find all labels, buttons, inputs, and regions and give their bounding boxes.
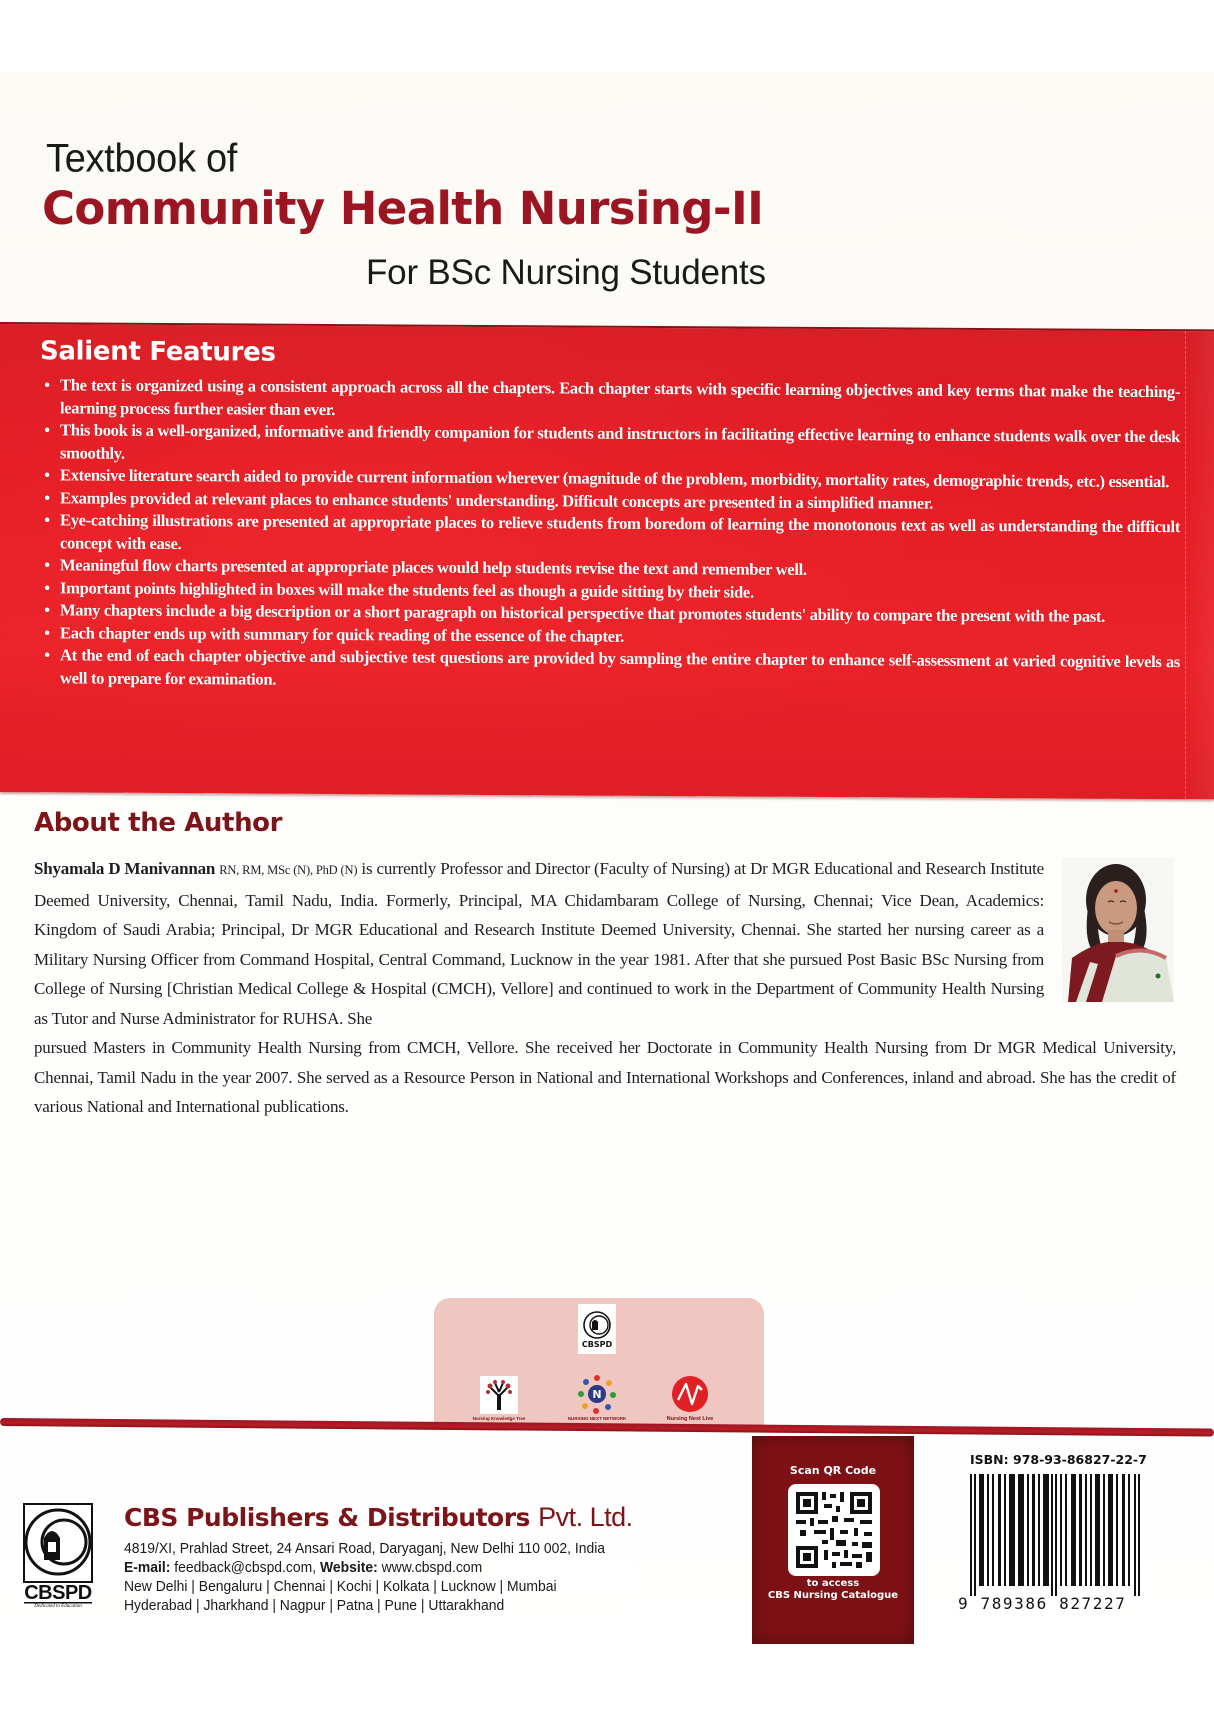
book-subtitle: For BSc Nursing Students bbox=[366, 253, 766, 292]
feature-item: • At the end of each chapter objective and subjective test questions are provided by sampling the entire chapter to enhance self-assessment at varied cognitive levels as well to prepare for examination. bbox=[40, 644, 1180, 696]
svg-text:N: N bbox=[592, 1388, 602, 1401]
feature-item: • Each chapter ends up with summary for quick reading of the essence of the chapter. bbox=[40, 622, 1180, 651]
cbspd-small-logo bbox=[578, 1304, 616, 1354]
tree-logo bbox=[480, 1376, 518, 1414]
author-portrait-icon bbox=[1062, 858, 1174, 1002]
cbspd-logo-label: CBSPD bbox=[24, 1582, 92, 1604]
publisher-email-link: feedback@cbspd.com, bbox=[174, 1560, 317, 1576]
qr-code bbox=[788, 1484, 880, 1576]
spine-fold-edge bbox=[1185, 331, 1214, 799]
publisher-website-link: www.cbspd.com bbox=[381, 1560, 483, 1576]
pulse-circle-icon bbox=[670, 1374, 710, 1414]
bullet-icon: • bbox=[44, 465, 50, 485]
barcode-icon bbox=[968, 1474, 1144, 1596]
network-ring-icon bbox=[577, 1374, 617, 1414]
tree-logo-caption: Nursing Knowledge Tree bbox=[472, 1416, 526, 1421]
cbspd-logo-tagline: Dedicated to Education bbox=[34, 1604, 82, 1609]
feature-item: • Meaningful flow charts presented at appropriate places would help students revise the text and remember well. bbox=[40, 554, 1180, 583]
nursing-next-network-logo bbox=[574, 1374, 620, 1414]
book-title: Community Health Nursing-II bbox=[42, 182, 764, 235]
publisher-cities-2: Hyderabad | Jharkhand | Nagpur | Patna | Pune | Uttarakhand bbox=[124, 1598, 505, 1614]
cbspd-emblem-icon bbox=[582, 1310, 612, 1340]
author-bio bbox=[34, 854, 1176, 1122]
author-name: Shyamala D Manivannan bbox=[34, 859, 216, 878]
barcode-digits: 9 789386 827227 bbox=[958, 1594, 1127, 1613]
qr-code-icon bbox=[788, 1484, 880, 1576]
bullet-icon: • bbox=[44, 577, 50, 597]
bullet-icon: • bbox=[44, 622, 50, 642]
author-photo bbox=[1062, 858, 1174, 1002]
qr-code-panel bbox=[752, 1436, 914, 1644]
network-logo-caption: NURSING NEXT NETWORK bbox=[567, 1416, 627, 1421]
publisher-cities-1: New Delhi | Bengaluru | Chennai | Kochi | Kolkata | Lucknow | Mumbai bbox=[124, 1579, 557, 1595]
bullet-icon: • bbox=[44, 487, 50, 507]
feature-item: • Many chapters include a big description or a short paragraph on historical perspective that promotes students' ability to compare the present with the past. bbox=[40, 599, 1180, 628]
feature-item: • The text is organized using a consistent approach across all the chapters. Each chapter starts with specific learning objectives and key terms that make the teaching-learning process further easier than ever. bbox=[40, 374, 1180, 426]
publisher-email-website: E-mail: feedback@cbspd.com, Website: www.cbspd.com bbox=[124, 1560, 483, 1576]
bullet-icon: • bbox=[44, 510, 50, 530]
cbspd-logo bbox=[22, 1502, 94, 1614]
publisher-contact bbox=[124, 1540, 605, 1616]
about-author-heading: About the Author bbox=[34, 808, 283, 838]
salient-features-heading: Salient Features bbox=[40, 336, 276, 368]
cbspd-small-logo-label: CBSPD bbox=[581, 1339, 613, 1349]
bullet-icon: • bbox=[44, 600, 50, 620]
publisher-name: CBS Publishers & Distributors Pvt. Ltd. bbox=[124, 1502, 633, 1532]
barcode bbox=[968, 1474, 1144, 1596]
bullet-icon: • bbox=[44, 555, 50, 575]
isbn-label: ISBN: 978-93-86827-22-7 bbox=[970, 1452, 1147, 1467]
feature-item: • Important points highlighted in boxes will make the students feel as though a guide sitting by their side. bbox=[40, 577, 1180, 606]
qr-caption: to access CBS Nursing Catalogue bbox=[767, 1578, 899, 1601]
feature-item: • Eye-catching illustrations are presented at appropriate places to relieve students from boredom of learning the monotonous text as well as understanding the difficult concept with ease. bbox=[40, 509, 1180, 561]
live-logo-caption: Nursing Next Live bbox=[666, 1416, 714, 1422]
title-prefix: Textbook of bbox=[46, 136, 238, 182]
bullet-icon: • bbox=[44, 375, 50, 395]
qr-title: Scan QR Code bbox=[789, 1464, 877, 1477]
salient-features-list bbox=[40, 374, 1180, 696]
author-bio-paragraph-1: Shyamala D Manivannan RN, RM, MSc (N), PhD (N) is currently Professor and Director (Faculty of Nursing) at Dr MGR Educational and Research Institute Deemed University, Chennai, Tamil Nadu, India. Formerly, Principal, MA Chidambaram College of Nursing, Chennai; Vice Dean, Academics: Kingdom of Saudi Arabia; Principal, Dr MGR Educational and Research Institute Deemed University, Chennai. She started her nursing career as a Military Nursing Officer from Command Hospital, Central Command, Lucknow in the year 1981. After that she pursued Post Basic BSc Nursing from College of Nursing [Christian Medical College & Hospital (CMCH), Vellore] and continued to work in the Department of Community Health Nursing as Tutor and Nurse Administrator for RUHSA. She bbox=[34, 859, 1044, 1028]
partner-logos-strip bbox=[434, 1298, 764, 1426]
feature-item: • This book is a well-organized, informative and friendly companion for students and instructors in facilitating effective learning to enhance students walk over the desk smoothly. bbox=[40, 419, 1180, 471]
author-credentials: RN, RM, MSc (N), PhD (N) bbox=[219, 863, 358, 877]
bullet-icon: • bbox=[44, 645, 50, 665]
nursing-next-live-logo bbox=[670, 1374, 710, 1414]
feature-item: • Examples provided at relevant places to enhance students' understanding. Difficult concepts are presented in a simplified manner. bbox=[40, 487, 1180, 516]
publisher-address: 4819/XI, Prahlad Street, 24 Ansari Road, Daryaganj, New Delhi 110 002, India bbox=[124, 1541, 606, 1557]
bullet-icon: • bbox=[44, 420, 50, 440]
tree-icon bbox=[484, 1378, 514, 1412]
author-bio-paragraph-2: pursued Masters in Community Health Nursing from CMCH, Vellore. She received her Doctorate in Community Health Nursing from Dr MGR Medical University, Chennai, Tamil Nadu in the year 2007. She served as a Resource Person in National and International Workshops and Conferences, inland and abroad. She has the credit of various National and International publications. bbox=[34, 1038, 1176, 1116]
feature-item: • Extensive literature search aided to provide current information wherever (magnitude of the problem, morbidity, mortality rates, demographic trends, etc.) essential. bbox=[40, 464, 1180, 493]
salient-features-panel bbox=[0, 322, 1214, 799]
